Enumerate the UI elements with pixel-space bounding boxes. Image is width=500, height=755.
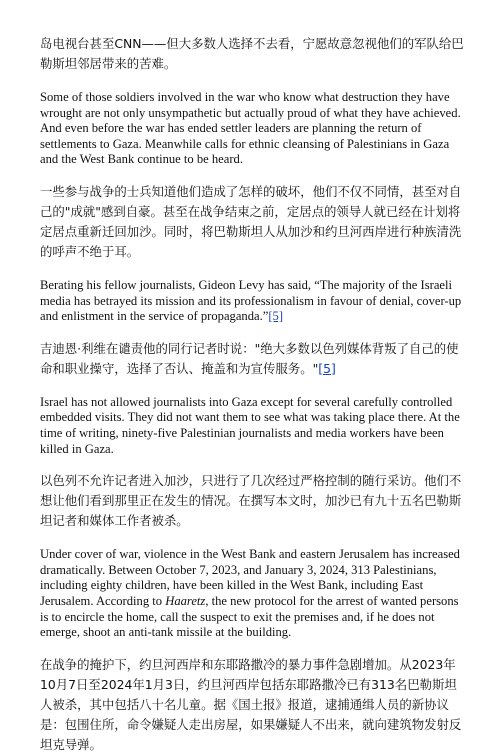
paragraph-en-levy-text: Berating his fellow journalists, Gideon Levy has said, “The majority of the Israeli media has betrayed its mission and its professionalism in favour of denial, cover-up and enlistment in the service of propaganda.” (40, 277, 462, 324)
paragraph-zh-levy (40, 339, 464, 379)
paragraph-en-soldiers: Some of those soldiers involved in the war who know what destruction they have wrought are not only unsympathetic but actually proud of what they have achieved. And even before the war has ended settler leaders are planning the return of settlements to Gaza. Meanwhile calls for ethnic cleansing of Palestinians in Gaza and the West Bank continue to be heard. (40, 90, 461, 167)
paragraph-zh-levy-text: 吉迪恩·利维在谴责他的同行记者时说："绝大多数以色列媒体背叛了自己的使命和职业操守，选择了否认、掩盖和为宣传服务。" (40, 340, 459, 376)
paragraph-en-violence (40, 547, 464, 641)
paragraph-en-violence-part2: , the new protocol for the arrest of wanted persons is to encircle the home, call the suspect to exit the premises and, if he does not emerge, shoot an anti-tank missile at the building. (40, 593, 459, 640)
paragraph-en-levy (40, 278, 464, 325)
paragraph-en-access: Israel has not allowed journalists into Gaza except for several carefully controlled embedded visits. They did not want them to see what was taking place there. At the time of writing, ninety-five Palestinian journalists and media workers have been killed in Gaza. (40, 394, 460, 456)
paragraph-zh-access: 以色列不允许记者进入加沙，只进行了几次经过严格控制的随行采访。他们不想让他们看到那里正在发生的情况。在撰写本文时，加沙已有九十五名巴勒斯坦记者和媒体工作者被杀。 (40, 473, 462, 529)
footnote-link-5[interactable]: [5] (268, 309, 284, 324)
paragraph-en-violence-part1: Under cover of war, violence in the West Bank and eastern Jerusalem has increased dramatically. Between October 7, 2023, and January 3, 2024, 313 Palestinians, including eighty children, have been killed in the West Bank, including East Jerusalem. According to (40, 547, 460, 608)
document-page (40, 34, 464, 755)
source-haaretz: Haaretz (165, 593, 206, 608)
paragraph-zh-soldiers: 一些参与战争的士兵知道他们造成了怎样的破坏，他们不仅不同情，甚至对自己的"成就"感到自豪。甚至在战争结束之前，定居点的领导人就已经在计划将定居点重新迁回加沙。同时，将巴勒斯坦人从加沙和约旦河西岸进行种族清洗的呼声不绝于耳。 (40, 183, 462, 259)
paragraph-zh-intro: 岛电视台甚至CNN——但大多数人选择不去看，宁愿故意忽视他们的军队给巴勒斯坦邻居带来的苦难。 (40, 36, 464, 71)
footnote-link-5-zh[interactable]: [5] (318, 360, 336, 376)
paragraph-zh-violence: 在战争的掩护下，约旦河西岸和东耶路撒冷的暴力事件急剧增加。从2023年10月7日至2024年1月3日，约旦河西岸包括东耶路撒冷已有313名巴勒斯坦人被杀，其中包括八十名儿童。据《国土报》报道，逮捕通缉人员的新协议是：包围住所，命令嫌疑人走出房屋，如果嫌疑人不出来，就向建筑物发射反坦克导弹。 (40, 656, 462, 752)
